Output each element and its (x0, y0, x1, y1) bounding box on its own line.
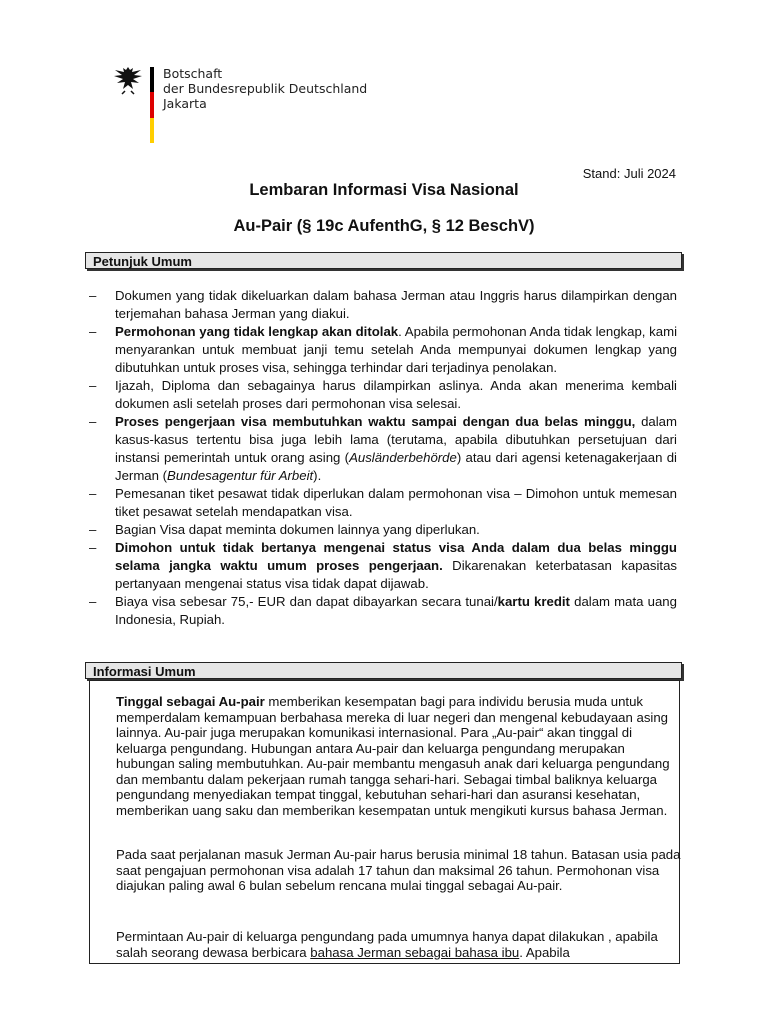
german-flag-bar (150, 67, 154, 143)
embassy-name (163, 66, 367, 111)
list-item: – Bagian Visa dapat meminta dokumen lainnya yang diperlukan. (89, 522, 480, 537)
bullet-dash: – (89, 324, 97, 339)
embassy-line-1: Botschaft (163, 66, 223, 81)
bullet-dash: – (89, 522, 97, 537)
info-paragraph-3: Permintaan Au-pair di keluarga pengundang pada umumnya hanya dapat dilakukan , apabila salah seorang dewasa berbicara bahasa Jerman sebagai bahasa ibu. Apabila (116, 929, 658, 960)
flag-stripe-red (150, 92, 154, 117)
list-item: – Dimohon untuk tidak bertanya mengenai status visa Anda dalam dua belas minggu selama jangka waktu umum proses pengerjaan. Dikarenakan keterbatasan kapasitas pertanyaan mengenai status visa tidak dapat dijawab. (89, 540, 677, 591)
section-header-petunjuk-umum: Petunjuk Umum (85, 252, 682, 269)
list-item: – Proses pengerjaan visa membutuhkan waktu sampai dengan dua belas minggu, dalam kasus-kasus tertentu bisa juga lebih lama (terutama, apabila dibutuhkan persetujuan dari instansi pemerintah untuk orang asing (Ausländerbehörde) atau dari agensi ketenagakerjaan di Jerman (Bundesagentur für Arbeit). (89, 414, 677, 483)
document-title: Lembaran Informasi Visa Nasional (249, 181, 519, 199)
list-item: – Pemesanan tiket pesawat tidak diperlukan dalam permohonan visa – Dimohon untuk memesan tiket pesawat setelah mendapatkan visa. (89, 486, 677, 519)
bullet-dash: – (89, 378, 97, 393)
stand-date: Stand: Juli 2024 (582, 166, 676, 181)
federal-eagle-logo (112, 64, 144, 96)
bullet-dash: – (89, 414, 97, 429)
list-item: – Biaya visa sebesar 75,- EUR dan dapat dibayarkan secara tunai/kartu kredit dalam mata uang Indonesia, Rupiah. (89, 594, 677, 627)
embassy-line-2: der Bundesrepublik Deutschland (163, 81, 368, 96)
info-paragraph-1: Tinggal sebagai Au-pair memberikan kesempatan bagi para individu berusia muda untuk memperdalam kemampuan berbahasa mereka di luar negeri dan mengenal kebudayaan asing lainnya. Au-pair juga merupakan komunikasi internasional. Para „Au-pair“ akan tinggal di keluarga pengundang. Hubungan antara Au-pair dan keluarga pengundang merupakan hubungan saling membutuhkan. Au-pair membantu mengasuh anak dari keluarga pengundang dan membantu dalam pekerjaan rumah tangga sehari-hari. Sebagai timbal baliknya keluarga pengundang menyediakan tempat tinggal, kebutuhan sehari-hari dan asuransi kesehatan, memberikan uang saku dan memberikan kesempatan untuk mengikuti kursus bahasa Jerman. (116, 694, 670, 818)
general-instructions-list (89, 287, 677, 629)
section-header-informasi-umum: Informasi Umum (85, 662, 682, 679)
embassy-line-3: Jakarta (163, 96, 207, 111)
bullet-dash: – (89, 594, 97, 609)
list-item: – Ijazah, Diploma dan sebagainya harus dilampirkan aslinya. Anda akan menerima kembali dokumen asli setelah proses dari permohonan visa selesai. (89, 378, 677, 411)
list-item: – Dokumen yang tidak dikeluarkan dalam bahasa Jerman atau Inggris harus dilampirkan dengan terjemahan bahasa Jerman yang diakui. (89, 288, 677, 321)
flag-stripe-gold (150, 118, 154, 143)
bullet-dash: – (89, 540, 97, 555)
info-paragraph-2: Pada saat perjalanan masuk Jerman Au-pair harus berusia minimal 18 tahun. Batasan usia pada saat pengajuan permohonan visa adalah 17 tahun dan maksimal 26 tahun. Permohonan visa diajukan paling awal 6 bulan sebelum rencana mulai tinggal sebagai Au-pair. (116, 847, 681, 893)
list-item: – Permohonan yang tidak lengkap akan ditolak. Apabila permohonan Anda tidak lengkap, kami menyarankan untuk membuat janji temu setelah Anda mempunyai dokumen lengkap yang dibutuhkan untuk proses visa, sehingga terhindar dari terjadinya penolakan. (89, 324, 678, 375)
document-subtitle: Au-Pair (§ 19c AufenthG, § 12 BeschV) (233, 217, 535, 235)
bullet-dash: – (89, 486, 97, 501)
bullet-dash: – (89, 288, 97, 303)
flag-stripe-black (150, 67, 154, 92)
